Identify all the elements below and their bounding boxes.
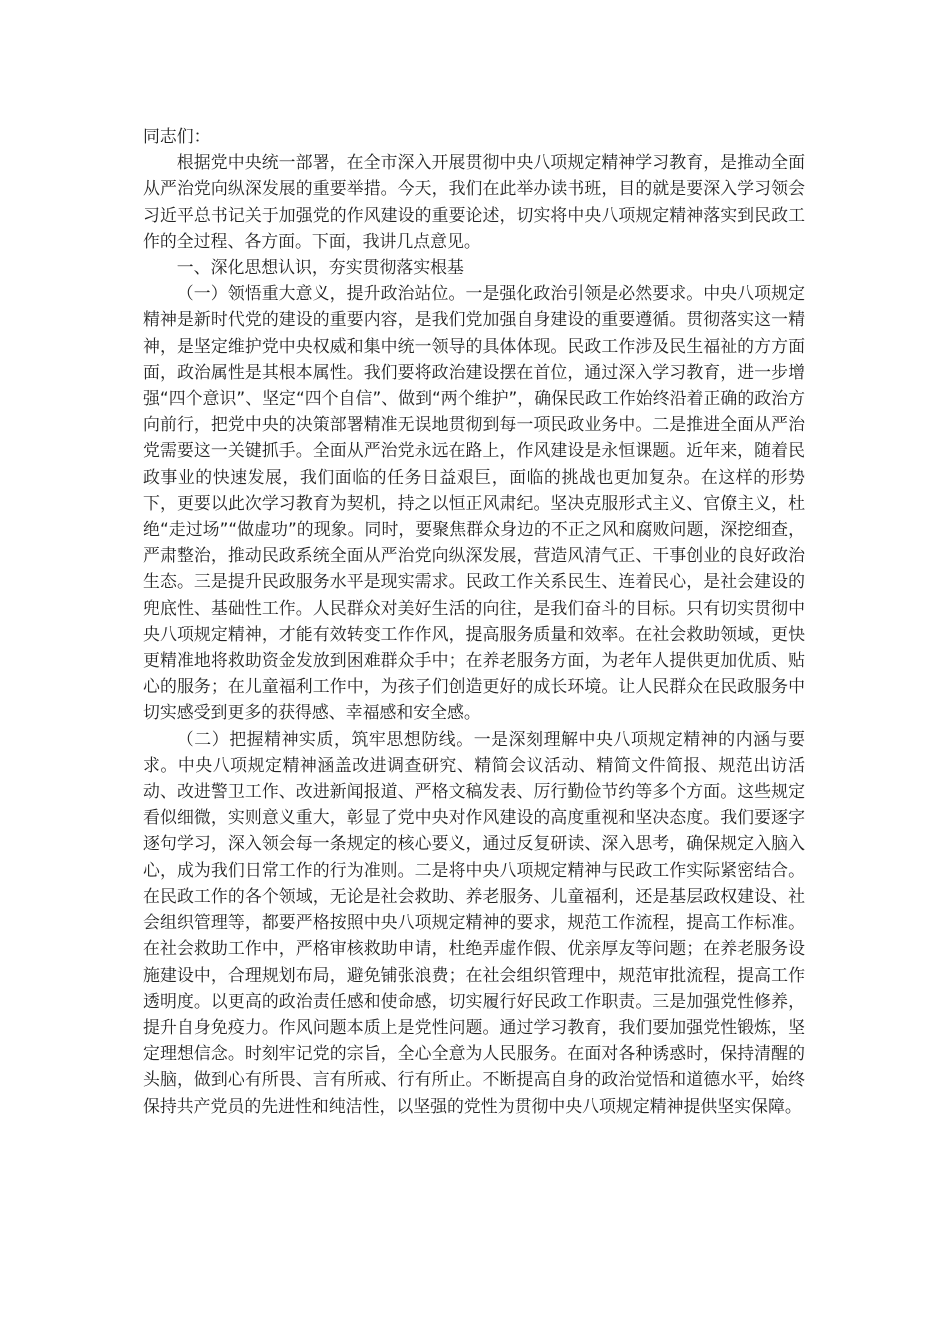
document-body: [143, 123, 805, 1119]
section-heading: 一、深化思想认识，夯实贯彻落实根基: [176, 257, 464, 278]
subsection-2-paragraph: （二）把握精神实质，筑牢思想防线。一是深刻理解中央八项规定精神的内涵与要求。中央八项规定精神涵盖改进调查研究、精简会议活动、精简文件简报、规范出访活动、改进警卫工作、改进新闻报道、严格文稿发表、厉行勤俭节约等多个方面。这些规定看似细微，实则意义重大，彰显了党中央对作风建设的高度重视和坚决态度。我们要逐字逐句学习，深入领会每一条规定的核心要义，通过反复研读、深入思考，确保规定入脑入心，成为我们日常工作的行为准则。二是将中央八项规定精神与民政工作实际紧密结合。在民政工作的各个领域，无论是社会救助、养老服务、儿童福利，还是基层政权建设、社会组织管理等，都要严格按照中央八项规定精神的要求，规范工作流程，提高工作标准。在社会救助工作中，严格审核救助申请，杜绝弄虚作假、优亲厚友等问题；在养老服务设施建设中，合理规划布局，避免铺张浪费；在社会组织管理中，规范审批流程，提高工作透明度。以更高的政治责任感和使命感，切实履行好民政工作职责。三是加强党性修养，提升自身免疫力。作风问题本质上是党性问题。通过学习教育，我们要加强党性锻炼，坚定理想信念。时刻牢记党的宗旨，全心全意为人民服务。在面对各种诱惑时，保持清醒的头脑，做到心有所畏、言有所戒、行有所止。不断提高自身的政治觉悟和道德水平，始终保持共产党员的先进性和纯洁性，以坚强的党性为贯彻中央八项规定精神提供坚实保障。: [143, 728, 805, 1116]
intro-paragraph: 根据党中央统一部署，在全市深入开展贯彻中央八项规定精神学习教育，是推动全面从严治党向纵深发展的重要举措。今天，我们在此举办读书班，目的就是要深入学习领会习近平总书记关于加强党的作风建设的重要论述，切实将中央八项规定精神落实到民政工作的全过程、各方面。下面，我讲几点意见。: [143, 152, 805, 251]
subsection-1-paragraph: （一）领悟重大意义，提升政治站位。一是强化政治引领是必然要求。中央八项规定精神是新时代党的建设的重要内容，是我们党加强自身建设的重要遵循。贯彻落实这一精神，是坚定维护党中央权威和集中统一领导的具体体现。民政工作涉及民生福祉的方方面面，政治属性是其根本属性。我们要将政治建设摆在首位，通过深入学习教育，进一步增强“四个意识”、坚定“四个自信”、做到“两个维护”，确保民政工作始终沿着正确的政治方向前行，把党中央的决策部署精准无误地贯彻到每一项民政业务中。二是推进全面从严治党需要这一关键抓手。全面从严治党永远在路上，作风建设是永恒课题。近年来，随着民政事业的快速发展，我们面临的任务日益艰巨，面临的挑战也更加复杂。在这样的形势下，更要以此次学习教育为契机，持之以恒正风肃纪。坚决克服形式主义、官僚主义，杜绝“走过场”“做虚功”的现象。同时，要聚焦群众身边的不正之风和腐败问题，深挖细查，严肃整治，推动民政系统全面从严治党向纵深发展，营造风清气正、干事创业的良好政治生态。三是提升民政服务水平是现实需求。民政工作关系民生、连着民心，是社会建设的兜底性、基础性工作。人民群众对美好生活的向往，是我们奋斗的目标。只有切实贯彻中央八项规定精神，才能有效转变工作作风，提高服务质量和效率。在社会救助领域，更快更精准地将救助资金发放到困难群众手中；在养老服务方面，为老年人提供更加优质、贴心的服务；在儿童福利工作中，为孩子们创造更好的成长环境。让人民群众在民政服务中切实感受到更多的获得感、幸福感和安全感。: [143, 283, 805, 723]
salutation: 同志们：: [143, 126, 211, 146]
